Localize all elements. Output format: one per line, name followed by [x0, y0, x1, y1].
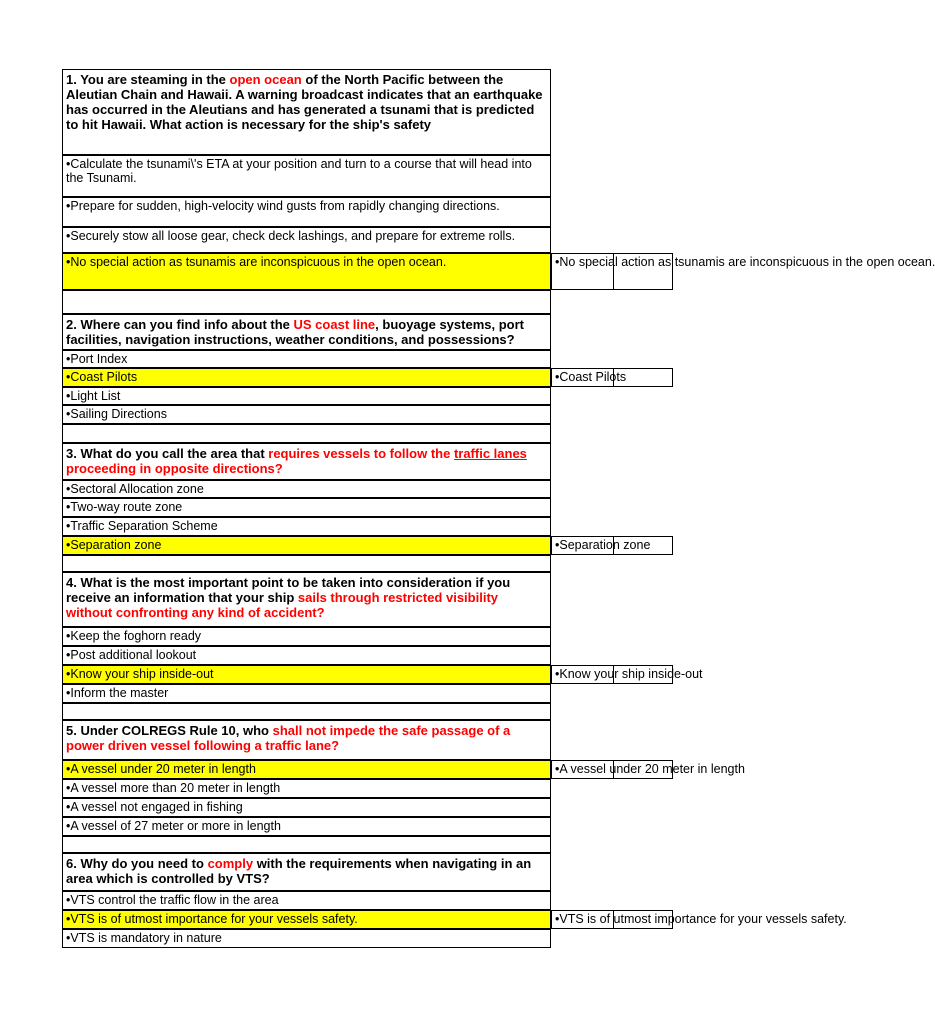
question-4-text: 4. What is the most important point to be taken into consideration if you receive an information that your ship	[66, 575, 511, 605]
q3-option-2-text: •Two-way route zone	[66, 500, 183, 514]
question-2-text-end: , buoyage systems, port facilities, navigation instructions, weather conditions, and possessions?	[66, 317, 524, 347]
question-6-emphasis: comply	[207, 856, 254, 871]
q5-option-1-correct	[62, 760, 551, 779]
q2-option-1-text: •Port Index	[66, 352, 128, 366]
question-5	[62, 720, 551, 760]
q5-answer-cell	[551, 760, 745, 779]
q4-option-2-text: •Post additional lookout	[66, 648, 197, 662]
q5-option-2-text: •A vessel more than 20 meter in length	[66, 781, 281, 795]
question-6	[62, 853, 551, 891]
q6-answer: •VTS is of utmost importance for your vessels safety.	[555, 912, 847, 926]
q1-answer: •No special action as tsunamis are inconspicuous in the open ocean.	[555, 255, 935, 269]
q2-option-3-text: •Light List	[66, 389, 121, 403]
q6-option-3-text: •VTS is mandatory in nature	[66, 931, 222, 945]
q3-answer: •Separation zone	[555, 538, 651, 552]
cell-divider	[613, 254, 614, 289]
question-1	[62, 69, 551, 155]
q4-option-1-text: •Keep the foghorn ready	[66, 629, 202, 643]
question-5-emphasis: shall not impede the safe passage of a power driven vessel following a traffic lane?	[66, 723, 511, 753]
q4-option-4	[62, 684, 551, 703]
q4-option-2	[62, 646, 551, 665]
q3-option-4-correct	[62, 536, 551, 555]
q4-option-1	[62, 627, 551, 646]
cell-divider	[613, 911, 614, 928]
q5-option-4-text: •A vessel of 27 meter or more in length	[66, 819, 281, 833]
question-6-text-end: with the requirements when navigating in an area which is controlled by VTS?	[66, 856, 532, 886]
q2-option-2-text: •Coast Pilots	[66, 370, 138, 384]
q4-option-3-text: •Know your ship inside-out	[66, 667, 214, 681]
question-3-emphasis-underlined: traffic lanes	[453, 446, 527, 461]
q1-spacer	[62, 290, 551, 314]
q2-spacer	[62, 424, 551, 443]
q5-option-4	[62, 817, 551, 836]
q6-option-3	[62, 929, 551, 948]
q3-option-3	[62, 517, 551, 536]
q5-option-3-text: •A vessel not engaged in fishing	[66, 800, 243, 814]
q6-option-1	[62, 891, 551, 910]
question-2	[62, 314, 551, 350]
q1-option-1-text: •Calculate the tsunami\'s ETA at your position and turn to a course that will head into the Tsunami.	[66, 157, 532, 185]
q3-option-4-text: •Separation zone	[66, 538, 162, 552]
q2-option-2-correct	[62, 368, 551, 387]
q1-option-1	[62, 155, 551, 197]
cell-divider	[613, 666, 614, 683]
q2-answer: •Coast Pilots	[555, 370, 627, 384]
q1-option-3-text: •Securely stow all loose gear, check deck lashings, and prepare for extreme rolls.	[66, 229, 516, 243]
question-3-emphasis: requires vessels to follow the	[268, 446, 454, 461]
question-1-text: 1. You are steaming in the	[66, 72, 230, 87]
question-1-text-end: of the North Pacific between the Aleutian Chain and Hawaii. A warning broadcast indicates that an earthquake has occurred in the Aleutians and has generated a tsunami that is predicted to hit Hawaii. What action is necessary for the ship's safety	[66, 72, 543, 132]
question-2-emphasis: US coast line	[293, 317, 376, 332]
q3-option-3-text: •Traffic Separation Scheme	[66, 519, 218, 533]
q2-option-3	[62, 387, 551, 405]
q2-option-4-text: •Sailing Directions	[66, 407, 167, 421]
q1-option-2-text: •Prepare for sudden, high-velocity wind gusts from rapidly changing directions.	[66, 199, 500, 213]
q6-option-2-correct	[62, 910, 551, 929]
q5-option-1-text: •A vessel under 20 meter in length	[66, 762, 256, 776]
q5-answer: •A vessel under 20 meter in length	[555, 762, 745, 776]
q5-option-2	[62, 779, 551, 798]
q2-answer-cell	[551, 368, 673, 387]
q4-spacer	[62, 703, 551, 720]
q5-spacer	[62, 836, 551, 853]
cell-divider	[613, 369, 614, 386]
q4-answer: •Know your ship inside-out	[555, 667, 703, 681]
q2-option-1	[62, 350, 551, 368]
question-2-text: 2. Where can you find info about the	[66, 317, 294, 332]
q4-option-4-text: •Inform the master	[66, 686, 169, 700]
q6-option-1-text: •VTS control the traffic flow in the area	[66, 893, 279, 907]
cell-divider	[613, 761, 614, 778]
q4-answer-cell	[551, 665, 703, 684]
q3-answer-cell	[551, 536, 673, 555]
cell-divider	[613, 537, 614, 554]
q1-option-2	[62, 197, 551, 227]
question-3	[62, 443, 551, 480]
question-5-text: 5. Under COLREGS Rule 10, who	[66, 723, 273, 738]
q3-option-2	[62, 498, 551, 517]
q4-option-3-correct	[62, 665, 551, 684]
question-1-emphasis: open ocean	[229, 72, 302, 87]
q3-spacer	[62, 555, 551, 572]
question-6-text: 6. Why do you need to	[66, 856, 208, 871]
q1-answer-cell	[551, 253, 935, 290]
q6-option-2-text: •VTS is of utmost importance for your vessels safety.	[66, 912, 358, 926]
q5-option-3	[62, 798, 551, 817]
question-4	[62, 572, 551, 627]
q6-answer-cell	[551, 910, 847, 929]
q1-option-4-correct	[62, 253, 551, 290]
question-3-text: 3. What do you call the area that	[66, 446, 269, 461]
question-3-emphasis-end: proceeding in opposite directions?	[66, 461, 283, 476]
q3-option-1	[62, 480, 551, 498]
q3-option-1-text: •Sectoral Allocation zone	[66, 482, 204, 496]
q1-option-4-text: •No special action as tsunamis are inconspicuous in the open ocean.	[66, 255, 447, 269]
question-4-emphasis: sails through restricted visibility without confronting any kind of accident?	[66, 590, 499, 620]
q1-option-3	[62, 227, 551, 253]
q2-option-4	[62, 405, 551, 424]
